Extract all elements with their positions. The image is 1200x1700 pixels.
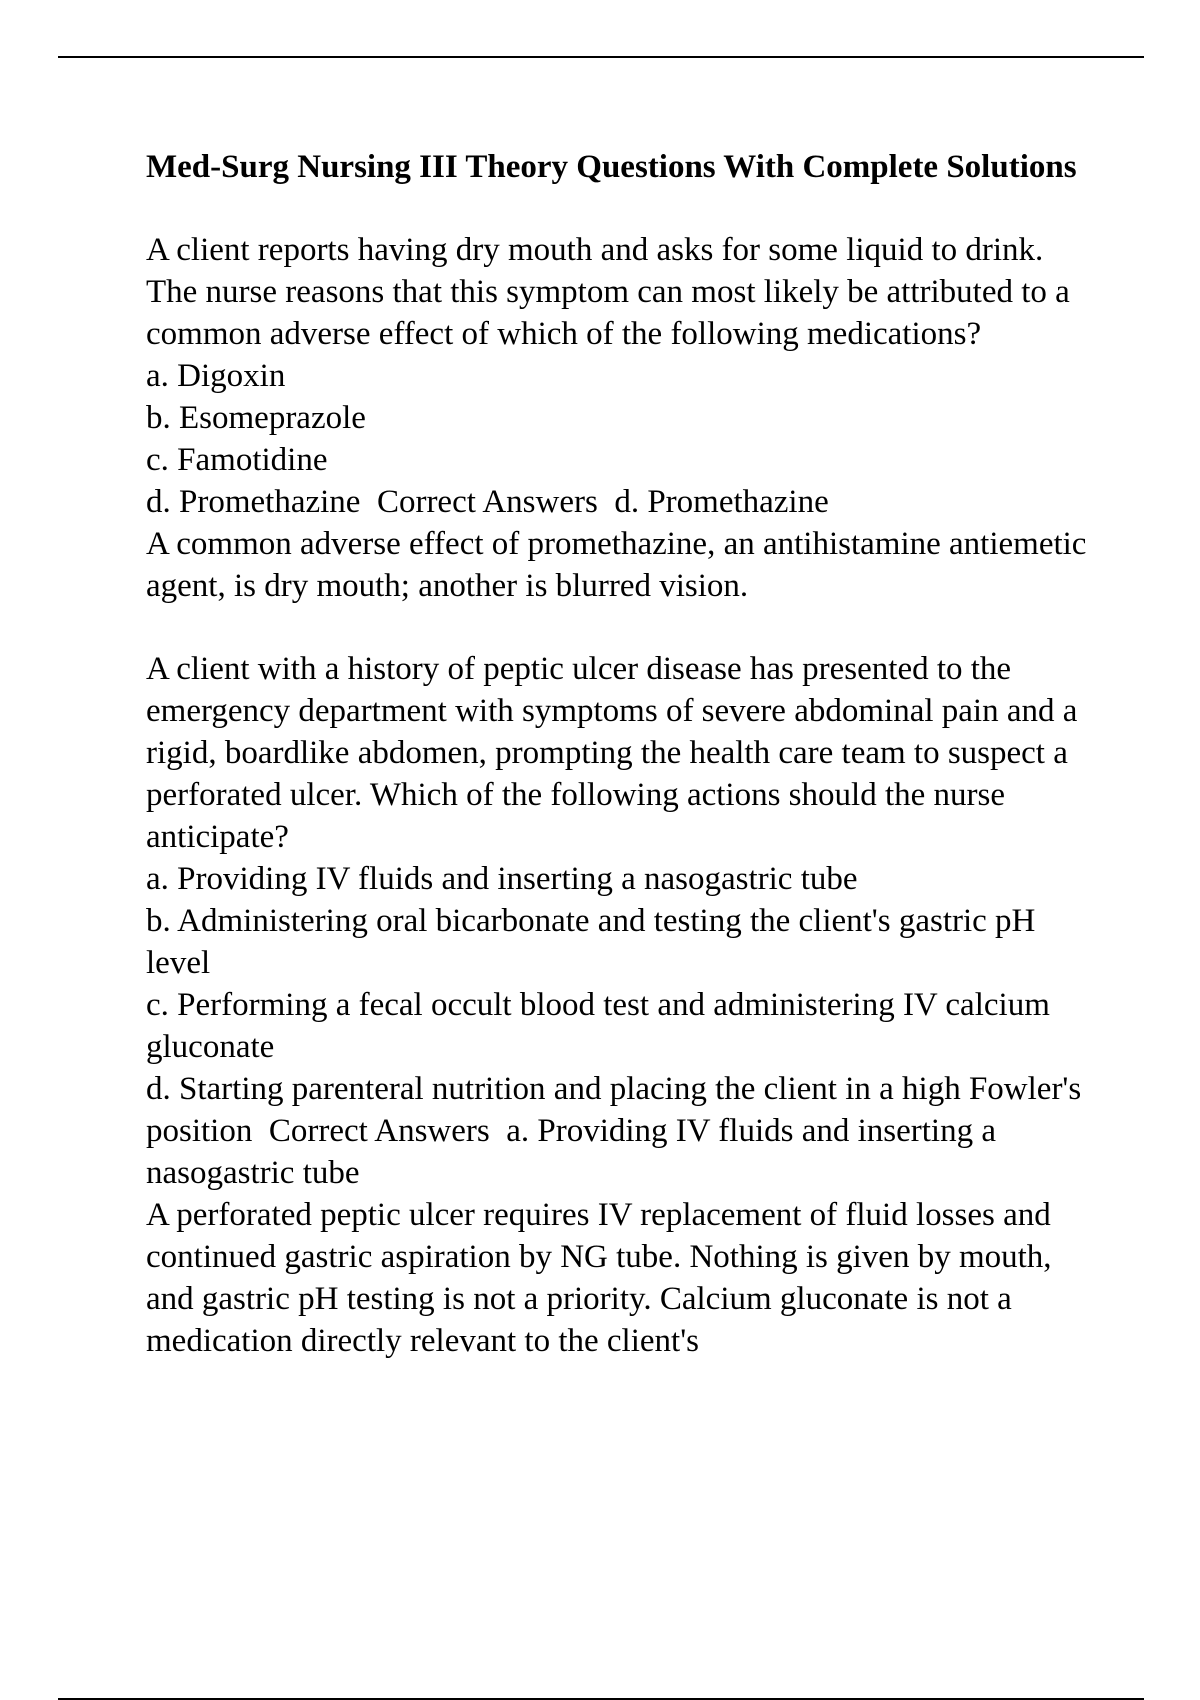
question-2 xyxy=(146,648,1096,1362)
correct-answer: d. Promethazine xyxy=(614,484,829,520)
option-b: b. Administering oral bicarbonate and testing the client's gastric pH level xyxy=(146,903,1036,981)
document-title: Med-Surg Nursing III Theory Questions With Complete Solutions xyxy=(146,149,1077,185)
option-c: c. Performing a fecal occult blood test and administering IV calcium gluconate xyxy=(146,987,1050,1065)
question-stem: A client with a history of peptic ulcer disease has presented to the emergency department with symptoms of severe abdominal pain and a rigid, boardlike abdomen, prompting the health care team to suspect a perforated ulcer. Which of the following actions should the nurse anticipate? xyxy=(146,651,1078,855)
question-stem: A client reports having dry mouth and asks for some liquid to drink. The nurse reasons that this symptom can most likely be attributed to a common adverse effect of which of the following medications? xyxy=(146,232,1070,352)
header-rule xyxy=(58,56,1144,58)
option-a: a. Providing IV fluids and inserting a nasogastric tube xyxy=(146,861,858,897)
answer-label: Correct Answers xyxy=(376,484,598,520)
document-body xyxy=(146,147,1096,1362)
option-c: c. Famotidine xyxy=(146,442,328,478)
option-d: d. Promethazine xyxy=(146,484,361,520)
question-1 xyxy=(146,229,1096,607)
option-d-with-answer xyxy=(146,481,1096,523)
rationale: A common adverse effect of promethazine, an antihistamine antiemetic agent, is dry mouth; another is blurred vision. xyxy=(146,526,1087,604)
rationale: A perforated peptic ulcer requires IV replacement of fluid losses and continued gastric aspiration by NG tube. Nothing is given by mouth, and gastric pH testing is not a priority. Calcium gluconate is not a medication directly relevant to the client's xyxy=(146,1197,1052,1359)
option-d: d. Starting parenteral nutrition and placing the client in a high Fowler's position xyxy=(146,1071,1082,1149)
option-a: a. Digoxin xyxy=(146,358,286,394)
option-d-with-answer xyxy=(146,1068,1096,1194)
correct-answer: a. Providing IV fluids and inserting a nasogastric tube xyxy=(146,1113,996,1191)
answer-label: Correct Answers xyxy=(268,1113,490,1149)
option-b: b. Esomeprazole xyxy=(146,400,366,436)
